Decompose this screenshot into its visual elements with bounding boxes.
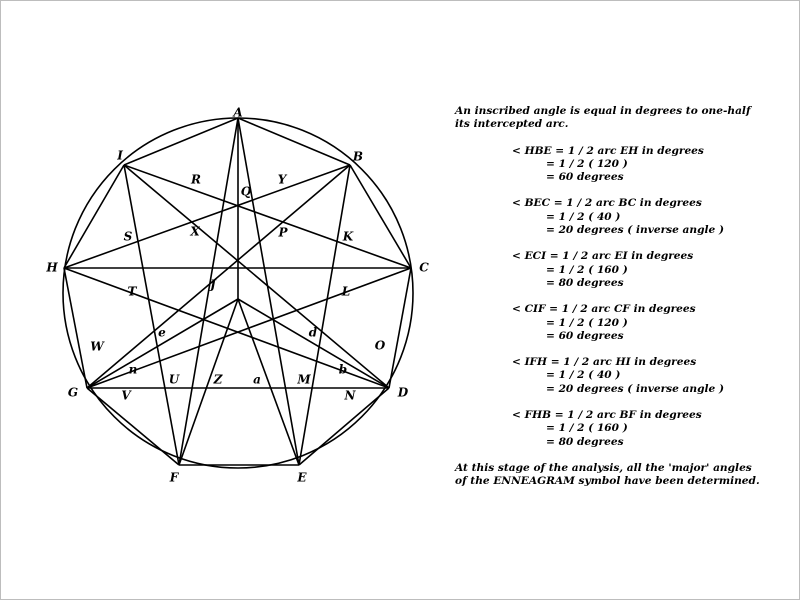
calc-line: = 1 / 2 ( 120 )	[546, 316, 628, 329]
segment-EJ	[238, 299, 299, 465]
calc-line: < ECI = 1 / 2 arc EI in degrees	[512, 250, 694, 263]
calc-fhb	[512, 409, 785, 449]
intro-line-1: An inscribed angle is equal in degrees to one-half	[455, 105, 751, 117]
calc-line: < IFH = 1 / 2 arc HI in degrees	[512, 356, 697, 369]
calc-line: < CIF = 1 / 2 arc CF in degrees	[512, 303, 696, 316]
point-label-U: U	[168, 372, 180, 387]
calc-hbe	[512, 145, 785, 185]
segment-HI	[64, 165, 124, 268]
enneagram-diagram	[0, 0, 440, 520]
segment-AF	[179, 118, 238, 465]
point-label-H: H	[46, 260, 58, 275]
segment-AE	[238, 118, 299, 465]
point-label-B: B	[352, 149, 364, 164]
segment-BE	[299, 165, 350, 465]
calc-line: = 20 degrees ( inverse angle )	[546, 224, 724, 237]
point-label-e: e	[158, 325, 166, 340]
segment-FG	[87, 388, 179, 465]
point-label-F: F	[169, 470, 179, 485]
point-label-G: G	[67, 385, 79, 400]
explanation-panel	[455, 105, 785, 489]
point-label-D: D	[397, 385, 409, 400]
calc-line: = 60 degrees	[546, 329, 624, 342]
point-label-T: T	[127, 284, 137, 299]
point-label-Y: Y	[277, 172, 287, 187]
segment-IA	[124, 118, 238, 165]
point-label-M: M	[297, 372, 311, 387]
calc-line: = 80 degrees	[546, 435, 624, 448]
segment-FJ	[179, 299, 238, 465]
point-label-O: O	[374, 338, 386, 353]
calc-line: = 60 degrees	[546, 171, 624, 184]
segment-BC	[350, 165, 411, 268]
calc-line: = 1 / 2 ( 40 )	[546, 369, 621, 382]
conclusion-text	[455, 462, 785, 489]
calc-line: = 1 / 2 ( 40 )	[546, 210, 621, 223]
calc-eci	[512, 250, 785, 290]
point-label-a: a	[253, 372, 261, 387]
point-label-E: E	[297, 470, 307, 485]
segment-IF	[124, 165, 179, 465]
point-label-P: P	[278, 225, 288, 240]
calc-bec	[512, 197, 785, 237]
calc-line: = 1 / 2 ( 160 )	[546, 422, 628, 435]
point-label-C: C	[419, 260, 429, 275]
point-label-b: b	[338, 362, 348, 377]
point-label-S: S	[123, 229, 133, 244]
point-label-Q: Q	[240, 184, 252, 199]
calc-cif	[512, 303, 785, 343]
point-label-J: J	[210, 277, 216, 292]
calc-line: = 1 / 2 ( 160 )	[546, 263, 628, 276]
point-label-I: I	[117, 148, 123, 163]
calc-line: = 20 degrees ( inverse angle )	[546, 382, 724, 395]
segment-GH	[64, 268, 87, 388]
segment-CD	[389, 268, 411, 388]
point-label-R: R	[191, 172, 201, 187]
calc-line: < BEC = 1 / 2 arc BC in degrees	[512, 197, 702, 210]
point-label-N: N	[344, 388, 356, 403]
segment-IC	[124, 165, 411, 268]
point-label-d: d	[308, 325, 318, 340]
calc-line: = 80 degrees	[546, 276, 624, 289]
calc-line: = 1 / 2 ( 120 )	[546, 157, 628, 170]
point-label-A: A	[233, 105, 243, 120]
point-label-W: W	[90, 339, 104, 354]
calc-ifh	[512, 356, 785, 396]
intro-text	[455, 105, 785, 132]
point-label-L: L	[341, 284, 351, 299]
conclusion-line-1: At this stage of the analysis, all the 'major' angles	[455, 461, 752, 474]
point-label-n: n	[128, 362, 138, 377]
intro-line-2: its intercepted arc.	[455, 118, 569, 131]
point-label-Z: Z	[213, 372, 223, 387]
point-label-V: V	[121, 388, 131, 403]
calc-line: < FHB = 1 / 2 arc BF in degrees	[512, 409, 702, 422]
conclusion-line-2: of the ENNEAGRAM symbol have been determined.	[455, 475, 760, 488]
point-label-X: X	[190, 224, 200, 239]
segment-BH	[64, 165, 350, 268]
segment-AB	[238, 118, 350, 165]
point-label-K: K	[342, 229, 354, 244]
calc-line: < HBE = 1 / 2 arc EH in degrees	[512, 144, 704, 157]
